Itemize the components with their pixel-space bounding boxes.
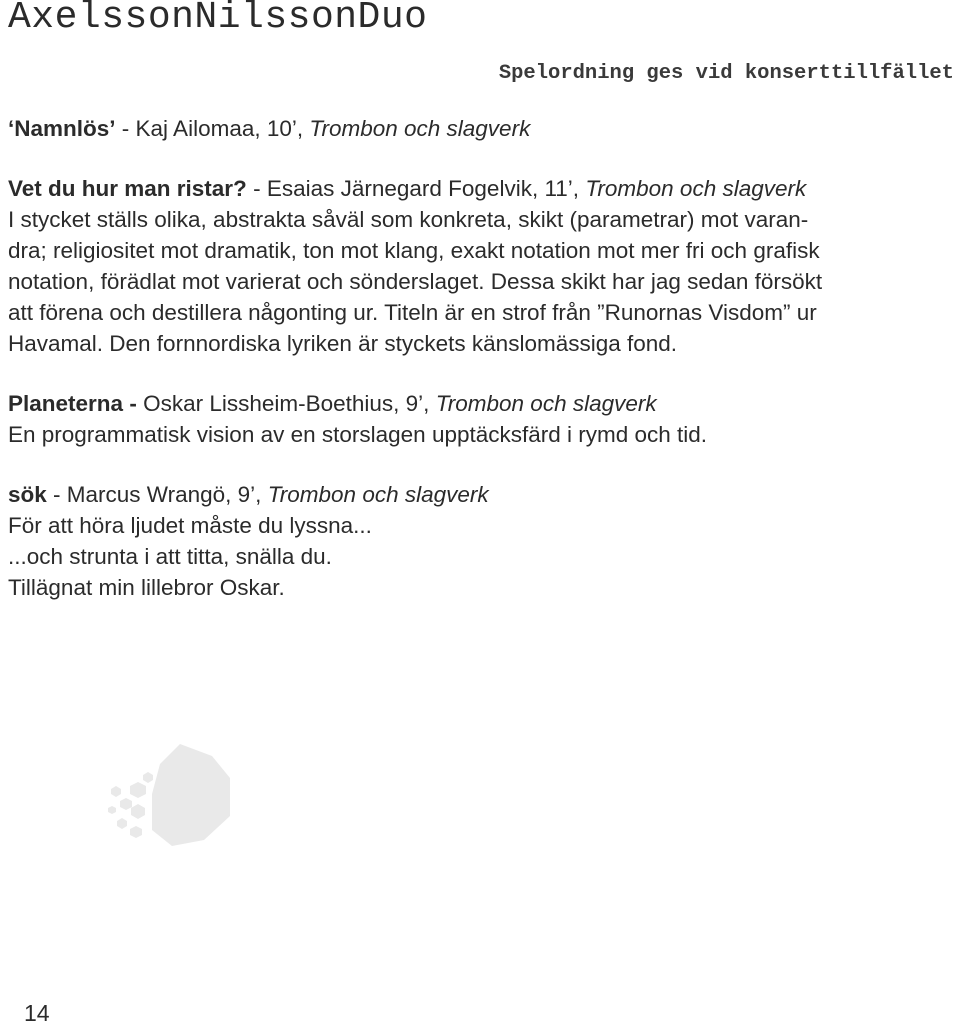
description-line: För att höra ljudet måste du lyssna... [8, 513, 372, 538]
piece-instrumentation: Trombon och slagverk [309, 116, 531, 141]
description-line: ...och strunta i att titta, snälla du. [8, 544, 332, 569]
description-line: dra; religiositet mot dramatik, ton mot klang, exakt notation mot mer fri och grafisk [8, 238, 820, 263]
program-order-note: Spelordning ges vid konserttillfället [498, 62, 954, 85]
piece-entry [8, 479, 952, 603]
piece-entry [8, 173, 952, 359]
piece-composer: Kaj Ailomaa, 10’, [135, 116, 310, 141]
piece-entry [8, 113, 952, 144]
piece-separator: - [46, 482, 67, 507]
piece-separator: - [115, 116, 136, 141]
page-number: 14 [24, 1000, 50, 1026]
piece-title: Vet du hur man ristar? [8, 176, 247, 201]
description-line: En programmatisk vision av en storslagen upptäcksfärd i rymd och tid. [8, 422, 708, 447]
piece-composer: Marcus Wrangö, 9’, [66, 482, 268, 507]
piece-heading [8, 113, 952, 144]
piece-heading [8, 173, 952, 204]
description-line: Tillägnat min lillebror Oskar. [8, 575, 285, 600]
piece-instrumentation: Trombon och slagverk [267, 482, 489, 507]
description-line: I stycket ställs olika, abstrakta såväl som konkreta, skikt (parametrar) mot varan- [8, 207, 809, 232]
piece-composer: Esaias Järnegard Fogelvik, 11’, [266, 176, 586, 201]
piece-composer: Oskar Lissheim-Boethius, 9’, [143, 391, 436, 416]
description-line: Havamal. Den fornnordiska lyriken är styckets känslomässiga fond. [8, 331, 678, 356]
piece-instrumentation: Trombon och slagverk [435, 391, 657, 416]
piece-instrumentation: Trombon och slagverk [585, 176, 807, 201]
description-line: notation, förädlat mot varierat och sönderslaget. Dessa skikt har jag sedan försökt [8, 269, 823, 294]
description-line: att förena och destillera någonting ur. Titeln är en strof från ”Runornas Visdom” ur [8, 300, 817, 325]
piece-description [8, 204, 952, 359]
piece-description [8, 419, 952, 450]
hexagon-cluster-logo-icon [108, 742, 232, 848]
piece-title: ‘Namnlös’ [8, 116, 116, 141]
piece-heading [8, 479, 952, 510]
page-title: AxelssonNilssonDuo [8, 0, 428, 39]
piece-description [8, 510, 952, 603]
piece-heading [8, 388, 952, 419]
piece-title: Planeterna [8, 391, 124, 416]
piece-title: sök [8, 482, 47, 507]
piece-separator: - [246, 176, 267, 201]
piece-entry [8, 388, 952, 450]
piece-separator: - [123, 391, 144, 416]
